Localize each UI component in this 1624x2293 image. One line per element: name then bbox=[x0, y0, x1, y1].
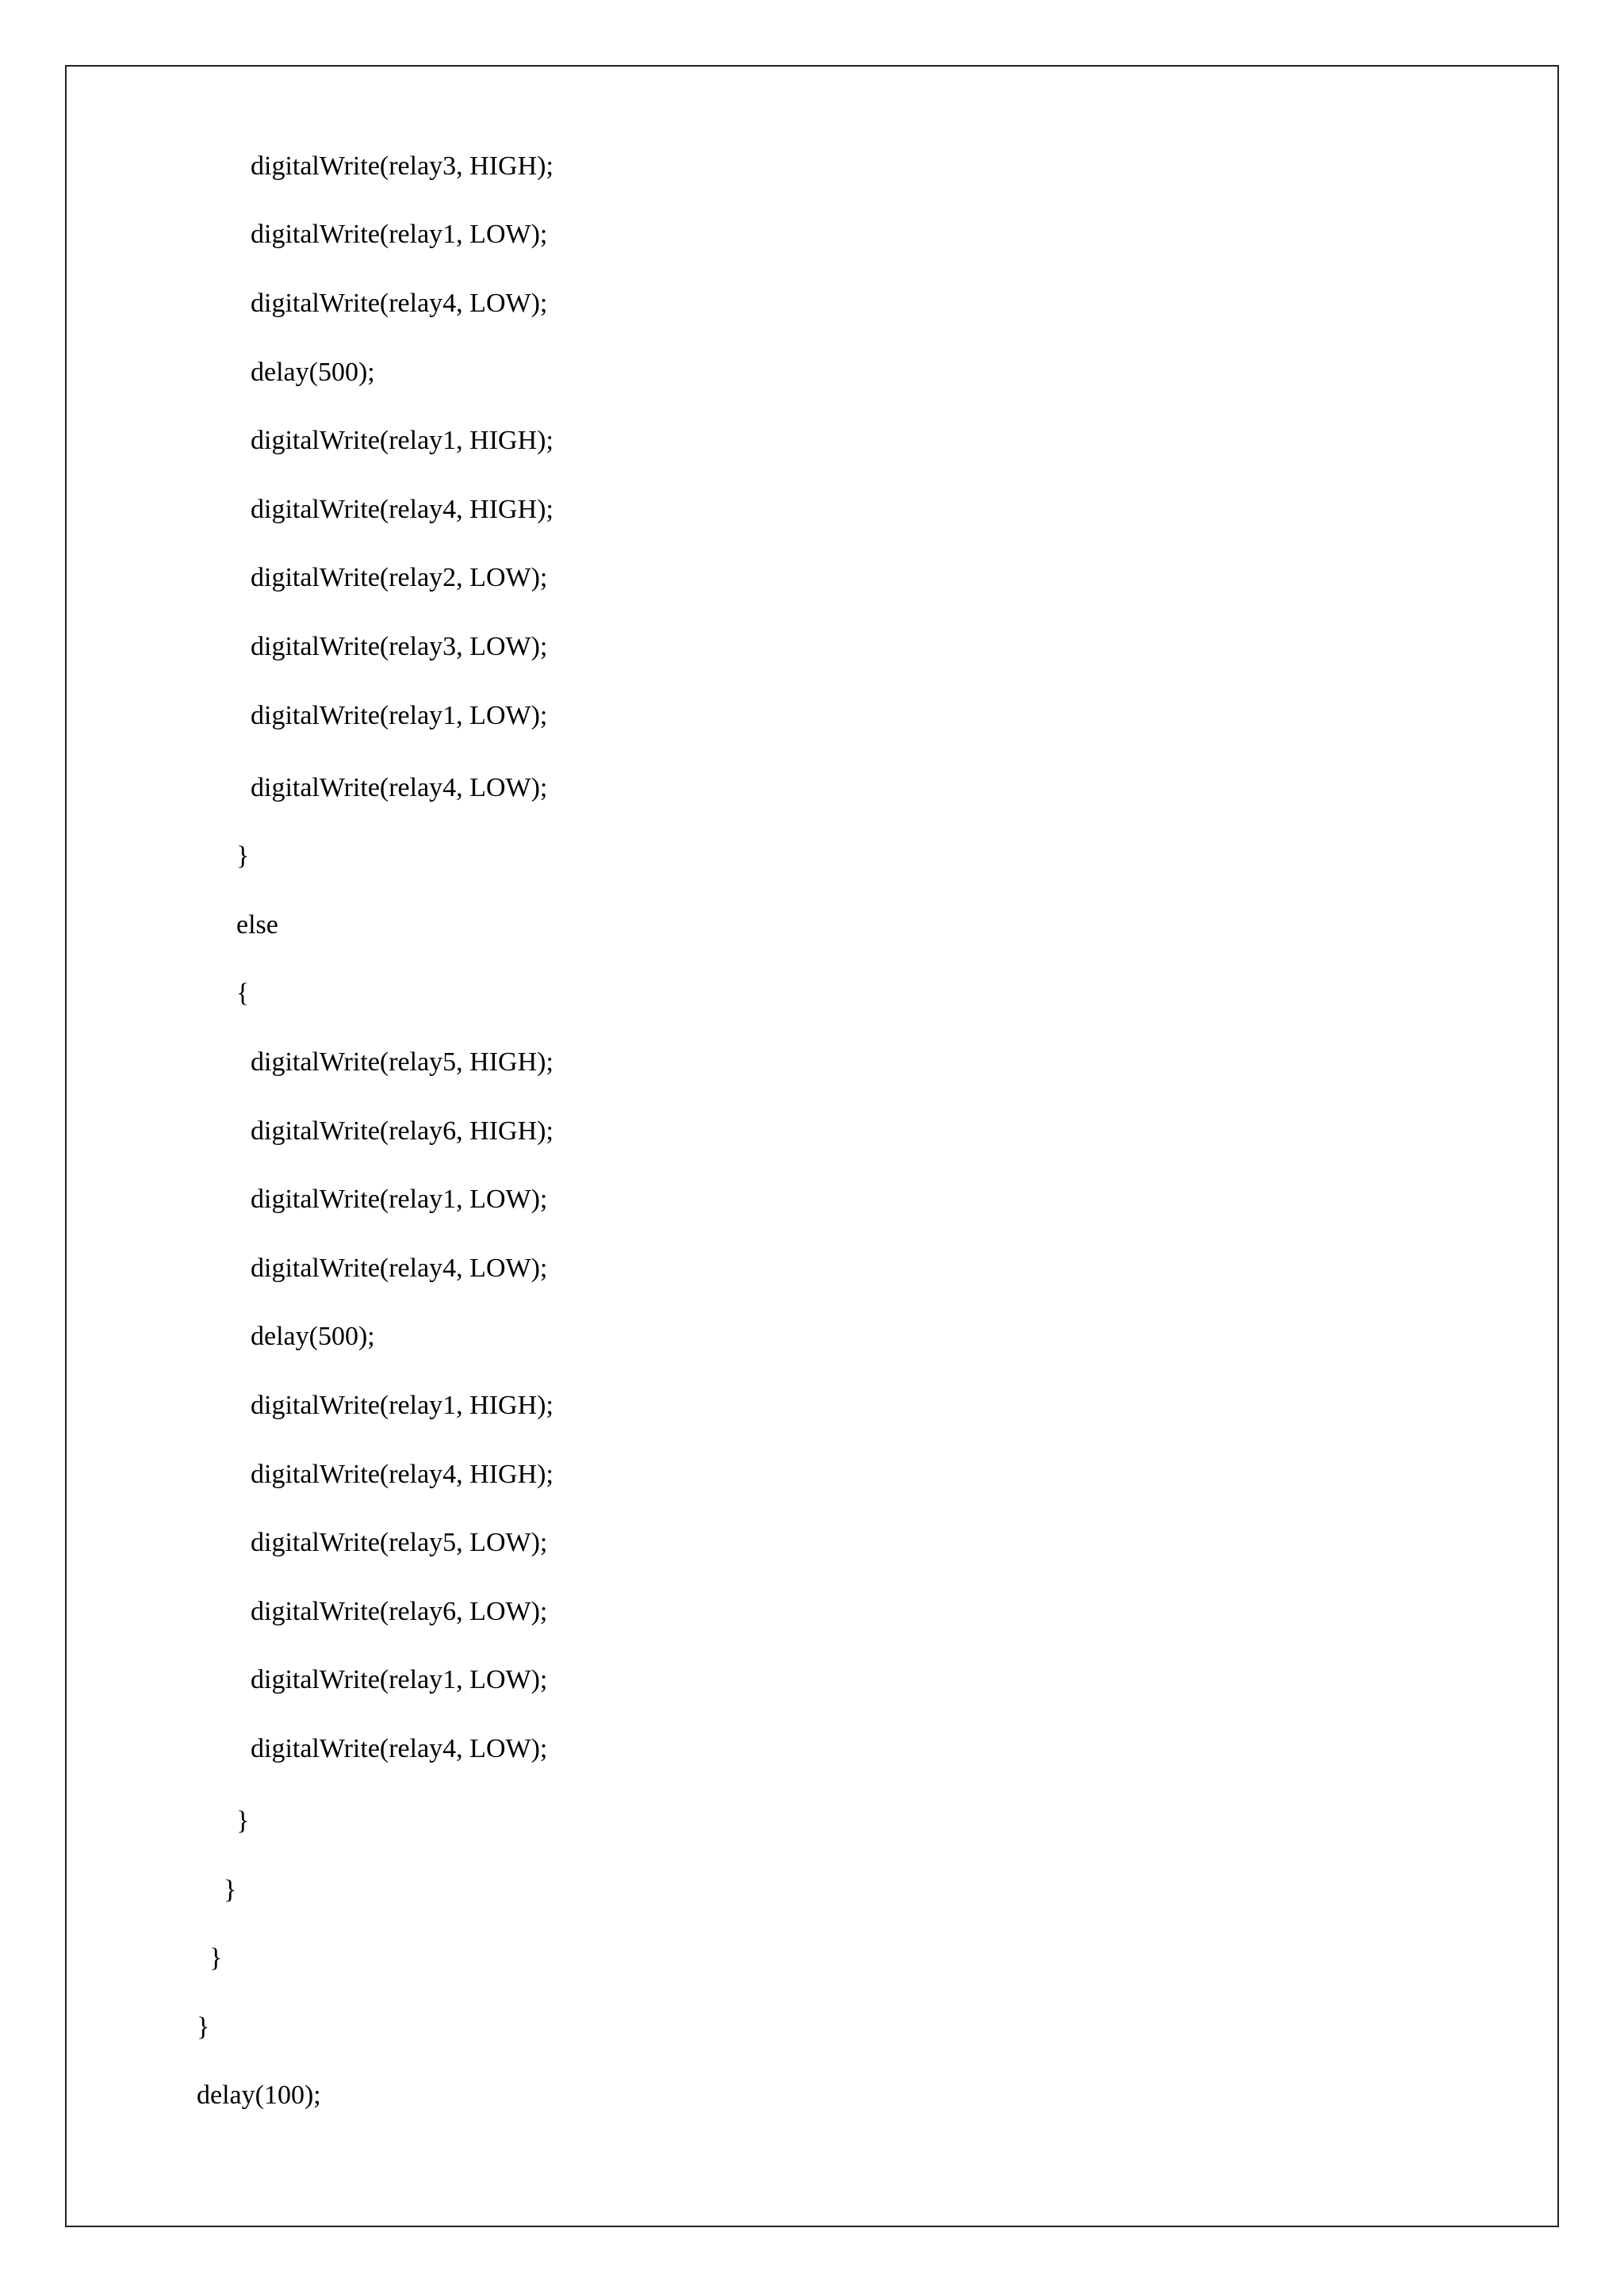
code-line-11: } bbox=[236, 841, 250, 871]
code-line-3: digitalWrite(relay4, LOW); bbox=[251, 289, 548, 318]
code-line-21: digitalWrite(relay5, LOW); bbox=[251, 1528, 548, 1557]
code-line-20: digitalWrite(relay4, HIGH); bbox=[251, 1460, 553, 1489]
code-line-17: digitalWrite(relay4, LOW); bbox=[251, 1254, 548, 1283]
code-line-6: digitalWrite(relay4, HIGH); bbox=[251, 495, 553, 524]
code-line-10: digitalWrite(relay4, LOW); bbox=[251, 773, 548, 802]
code-line-18: delay(500); bbox=[251, 1322, 375, 1351]
code-line-27: } bbox=[209, 1943, 223, 1973]
code-line-7: digitalWrite(relay2, LOW); bbox=[251, 563, 548, 592]
code-line-29: delay(100); bbox=[197, 2081, 321, 2110]
code-line-15: digitalWrite(relay6, HIGH); bbox=[251, 1116, 553, 1146]
code-line-22: digitalWrite(relay6, LOW); bbox=[251, 1597, 548, 1626]
code-line-4: delay(500); bbox=[251, 358, 375, 387]
code-line-28: } bbox=[197, 2012, 210, 2042]
code-line-26: } bbox=[224, 1875, 237, 1904]
code-line-2: digitalWrite(relay1, LOW); bbox=[251, 220, 548, 249]
code-line-16: digitalWrite(relay1, LOW); bbox=[251, 1185, 548, 1214]
code-line-5: digitalWrite(relay1, HIGH); bbox=[251, 426, 553, 455]
code-line-19: digitalWrite(relay1, HIGH); bbox=[251, 1391, 553, 1420]
code-line-13: { bbox=[236, 978, 250, 1008]
code-line-23: digitalWrite(relay1, LOW); bbox=[251, 1665, 548, 1694]
code-line-25: } bbox=[236, 1806, 250, 1836]
code-line-14: digitalWrite(relay5, HIGH); bbox=[251, 1047, 553, 1077]
code-line-12: else bbox=[236, 910, 278, 940]
code-line-1: digitalWrite(relay3, HIGH); bbox=[251, 151, 553, 181]
code-line-24: digitalWrite(relay4, LOW); bbox=[251, 1734, 548, 1763]
code-line-8: digitalWrite(relay3, LOW); bbox=[251, 632, 548, 661]
code-line-9: digitalWrite(relay1, LOW); bbox=[251, 701, 548, 730]
